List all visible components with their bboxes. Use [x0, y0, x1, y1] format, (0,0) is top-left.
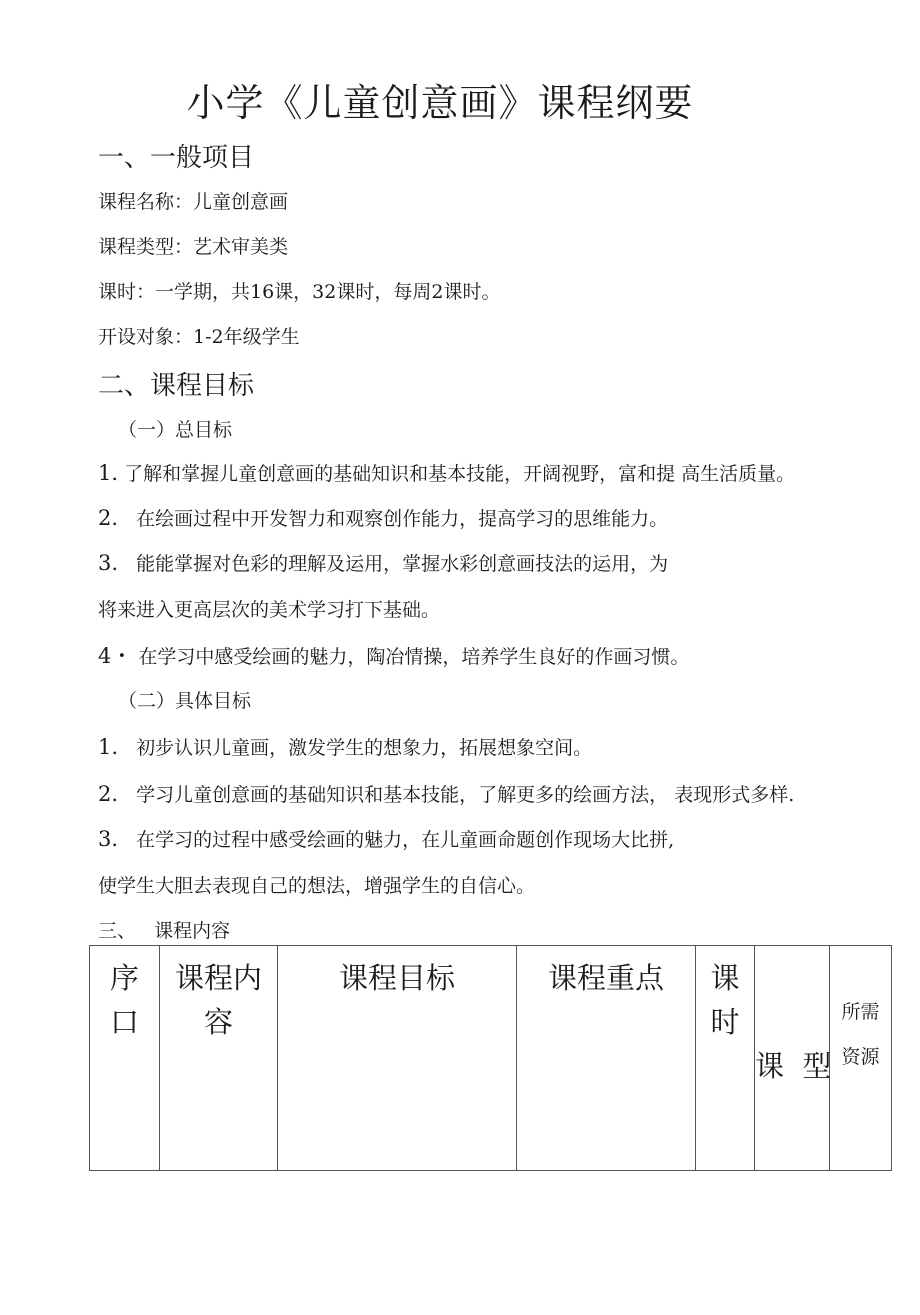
item-number: 1.: [98, 461, 119, 485]
header-key-label: 课程重点: [547, 961, 664, 995]
general-goal-item: [98, 504, 668, 531]
specific-goal-item: [98, 780, 794, 807]
item-number: 4・: [98, 644, 133, 668]
header-content: [160, 946, 278, 1171]
header-type: [755, 946, 830, 1171]
header-seq: [90, 946, 160, 1171]
item-number: 2.: [98, 782, 119, 806]
general-goal-continuation: 将来进入更高层次的美术学习打下基础。: [98, 599, 441, 621]
header-goal-label: 课程目标: [338, 961, 455, 995]
section-heading-content: 三、 课程内容: [98, 920, 231, 942]
specific-goal-item: [98, 733, 592, 760]
header-hours-line1: 课: [710, 961, 740, 995]
header-resources-line1: 所需: [841, 1001, 880, 1023]
header-seq-line2: 口: [109, 1005, 139, 1039]
header-type-label: 课 型: [755, 1049, 832, 1083]
item-text: 学习儿童创意画的基础知识和基本技能，了解更多的绘画方法， 表现形式多样.: [136, 784, 795, 806]
header-content-line2: 容: [203, 1005, 233, 1039]
specific-goal-item: [98, 825, 674, 852]
header-seq-line1: 序: [109, 961, 139, 995]
course-hours-line: 课时：一学期，共16课，32课时，每周2课时。: [98, 281, 501, 303]
header-resources-line2: 资源: [841, 1046, 880, 1068]
item-number: 3.: [98, 827, 119, 851]
specific-goal-continuation: 使学生大胆去表现自己的想法，增强学生的自信心。: [98, 875, 536, 897]
item-number: 2.: [98, 506, 119, 530]
course-content-table: [89, 945, 892, 1171]
table-header-row: [90, 946, 892, 1171]
item-text: 在绘画过程中开发智力和观察创作能力，提高学习的思维能力。: [136, 508, 669, 530]
header-key: [517, 946, 696, 1171]
item-text: 在学习中感受绘画的魅力，陶冶情操，培养学生良好的作画习惯。: [138, 646, 690, 668]
specific-goals-heading: （二）具体目标: [118, 690, 252, 712]
section-heading-general: 一、一般项目: [98, 143, 255, 173]
item-text: 初步认识儿童画，激发学生的想象力，拓展想象空间。: [136, 737, 593, 759]
header-hours: [696, 946, 755, 1171]
page-title: 小学《儿童创意画》课程纲要: [186, 81, 694, 125]
header-resources: [830, 946, 892, 1171]
course-type-line: 课程类型：艺术审美类: [98, 236, 289, 258]
item-text: 能能掌握对色彩的理解及运用，掌握水彩创意画技法的运用，为: [136, 553, 669, 575]
course-name-line: 课程名称：儿童创意画: [98, 191, 289, 213]
course-target-line: 开设对象：1-2年级学生: [98, 326, 300, 348]
general-goal-item: [98, 459, 795, 486]
general-goals-heading: （一）总目标: [118, 419, 233, 441]
item-number: 1.: [98, 735, 119, 759]
item-text: 了解和掌握儿童创意画的基础知识和基本技能，开阔视野，富和提 高生活质量。: [124, 463, 796, 485]
item-number: 3.: [98, 551, 119, 575]
general-goal-item: [98, 549, 668, 576]
header-goal: [278, 946, 517, 1171]
header-content-line1: 课程内: [174, 961, 262, 995]
general-goal-item: [98, 640, 689, 670]
item-text: 在学习的过程中感受绘画的魅力，在儿童画命题创作现场大比拼,: [136, 829, 675, 851]
section-heading-goals: 二、课程目标: [98, 371, 255, 401]
header-hours-line2: 时: [710, 1005, 740, 1039]
